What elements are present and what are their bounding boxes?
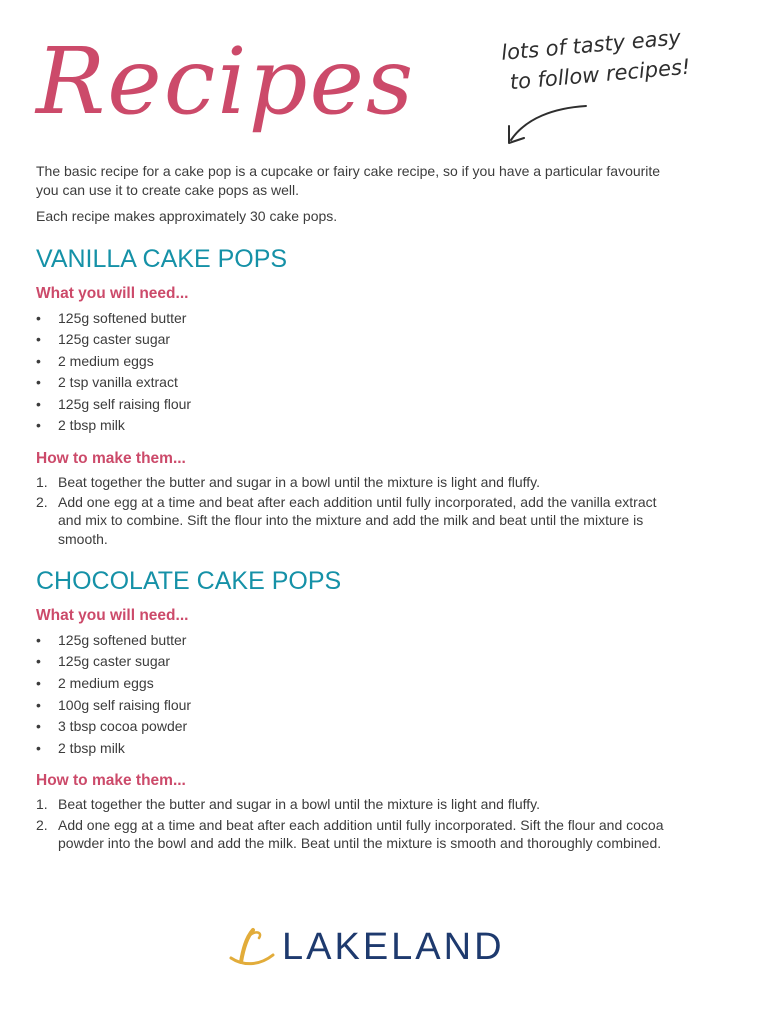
ingredient-text: 2 medium eggs <box>58 352 154 369</box>
tagline-line-2: to follow recipes! <box>508 54 692 95</box>
lakeland-l-swirl-icon <box>229 924 275 970</box>
list-item <box>36 738 676 760</box>
method-heading: How to make them... <box>36 450 186 468</box>
bullet: • <box>36 417 41 434</box>
list-item <box>36 651 676 673</box>
bullet: • <box>36 718 41 735</box>
list-item <box>36 372 676 394</box>
list-item <box>36 415 676 437</box>
list-item <box>36 673 676 695</box>
list-item <box>36 630 676 652</box>
page-title: Recipes <box>36 28 416 135</box>
method-steps <box>36 473 676 548</box>
bullet: • <box>36 309 41 326</box>
lakeland-logo <box>229 924 559 970</box>
ingredient-text: 125g softened butter <box>58 309 187 326</box>
step-number: 1. <box>36 796 48 813</box>
list-item <box>36 716 676 738</box>
ingredient-text: 2 tbsp milk <box>58 417 125 434</box>
step-text: Beat together the butter and sugar in a bowl until the mixture is light and fluffy. <box>58 474 540 491</box>
recipe-title: VANILLA CAKE POPS <box>36 244 288 273</box>
ingredient-text: 2 medium eggs <box>58 675 154 692</box>
recipe-vanilla <box>36 244 676 548</box>
ingredient-text: 125g caster sugar <box>58 653 171 670</box>
ingredient-text: 125g softened butter <box>58 631 187 648</box>
bullet: • <box>36 331 41 348</box>
brand-wordmark: LAKELAND <box>282 926 505 968</box>
ingredient-text: 2 tbsp milk <box>58 739 125 756</box>
bullet: • <box>36 631 41 648</box>
bullet: • <box>36 374 41 391</box>
step-text: Add one egg at a time and beat after each addition until fully incorporated. Sift the flour and cocoa powder into the bowl and add the milk. Beat until the mixture is smooth and thoroughly combined. <box>58 816 664 851</box>
step-item <box>36 473 676 491</box>
handwritten-tagline <box>500 21 704 98</box>
tagline-line-1: lots of tasty easy <box>500 25 682 65</box>
bullet: • <box>36 739 41 756</box>
intro-paragraph: The basic recipe for a cake pop is a cupcake or fairy cake recipe, so if you have a particular favourite you can use it to create cake pops as well. <box>36 163 661 198</box>
ingredient-text: 125g self raising flour <box>58 395 192 412</box>
list-item <box>36 351 676 373</box>
method-heading: How to make them... <box>36 772 186 790</box>
step-item <box>36 795 676 813</box>
step-text: Add one egg at a time and beat after each addition until fully incorporated, add the vanilla extract and mix to combine. Sift the flour into the mixture and add the milk and beat until the mixture is smooth. <box>58 494 657 547</box>
yield-note: Each recipe makes approximately 30 cake pops. <box>36 208 338 224</box>
bullet: • <box>36 352 41 369</box>
ingredient-text: 125g caster sugar <box>58 331 171 348</box>
curved-arrow-icon <box>498 100 594 152</box>
step-number: 2. <box>36 816 48 833</box>
ingredients-heading: What you will need... <box>36 284 189 302</box>
recipe-title: CHOCOLATE CAKE POPS <box>36 566 342 595</box>
step-item <box>36 493 676 548</box>
bullet: • <box>36 395 41 412</box>
recipe-chocolate <box>36 566 676 852</box>
bullet: • <box>36 696 41 713</box>
ingredient-text: 2 tsp vanilla extract <box>58 374 178 391</box>
step-item <box>36 816 676 852</box>
list-item <box>36 308 676 330</box>
ingredients-heading: What you will need... <box>36 606 189 624</box>
method-steps <box>36 795 676 852</box>
step-number: 2. <box>36 494 48 511</box>
ingredient-text: 3 tbsp cocoa powder <box>58 718 188 735</box>
list-item <box>36 329 676 351</box>
ingredient-text: 100g self raising flour <box>58 696 192 713</box>
bullet: • <box>36 653 41 670</box>
ingredient-list <box>36 630 676 760</box>
bullet: • <box>36 675 41 692</box>
step-number: 1. <box>36 474 48 491</box>
step-text: Beat together the butter and sugar in a bowl until the mixture is light and fluffy. <box>58 796 540 813</box>
recipe-content <box>36 162 676 854</box>
list-item <box>36 394 676 416</box>
ingredient-list <box>36 308 676 438</box>
list-item <box>36 695 676 717</box>
